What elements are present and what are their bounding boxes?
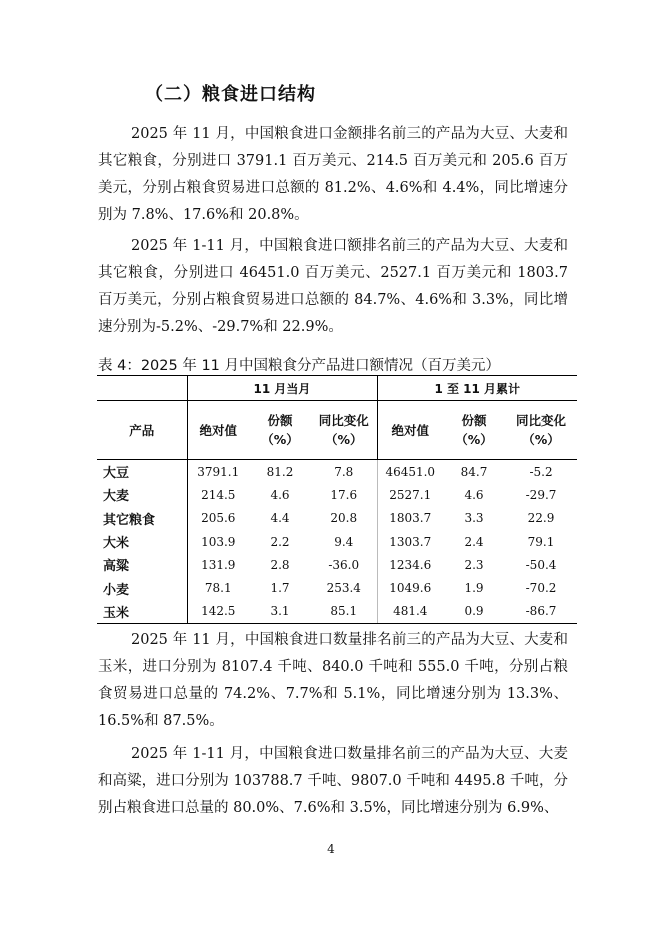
cell-current-abs: 131.9	[187, 553, 249, 576]
row-product: 小麦	[103, 582, 130, 598]
paragraph: 2025 年 11 月，中国粮食进口数量排名前三的产品为大豆、大麦和玉米，进口分别为 8107.4 千吨、840.0 千吨和 555.0 千吨，分别占粮食贸易进口总量的 74.2%、7.7%和 5.1%，同比增速分别为 13.3%、16.5%和 87.5%。	[98, 632, 568, 729]
cell-cumulative-share: 1.9	[464, 581, 484, 596]
header-product: 产品	[97, 401, 187, 460]
grain-import-table	[97, 375, 577, 624]
cell-cumulative-share: 0.9	[443, 600, 505, 624]
cell-cumulative-yoy: 79.1	[527, 534, 555, 549]
cell-current-abs: 78.1	[187, 576, 249, 599]
cell-cumulative-abs: 1234.6	[377, 553, 443, 576]
header-cumulative: 1 至 11 月累计	[377, 376, 577, 401]
cell-current-yoy: 9.4	[334, 534, 354, 549]
cell-cumulative-abs: 2527.1	[377, 483, 443, 506]
cell-cumulative-yoy: -29.7	[525, 487, 557, 502]
cell-current-share: 4.4	[270, 511, 290, 526]
cell-current-yoy: -36.0	[328, 557, 360, 572]
cell-cumulative-share: 2.3	[464, 557, 484, 572]
row-product: 其它粮食	[103, 512, 156, 528]
cell-cumulative-share: 2.4	[464, 534, 484, 549]
page-number: 4	[327, 842, 335, 856]
header-share-current: 份额 （%）	[249, 401, 311, 460]
row-product: 大麦	[103, 489, 130, 505]
cell-cumulative-abs: 1303.7	[377, 530, 443, 553]
table-row	[97, 530, 577, 553]
row-product: 玉米	[97, 600, 187, 624]
header-blank	[97, 376, 187, 401]
table-row	[97, 553, 577, 576]
cell-current-share: 4.6	[270, 487, 290, 502]
row-product: 高粱	[103, 559, 130, 575]
cell-cumulative-abs: 46451.0	[377, 460, 443, 484]
cell-current-abs: 3791.1	[187, 460, 249, 484]
cell-current-yoy: 20.8	[330, 511, 358, 526]
header-yoy-cumulative: 同比变化 （%）	[505, 401, 577, 460]
table-row	[97, 600, 577, 624]
cell-current-yoy: 7.8	[334, 464, 354, 479]
cell-current-share: 3.1	[249, 600, 311, 624]
header-share-cumulative: 份额 （%）	[443, 401, 505, 460]
cell-cumulative-yoy: -86.7	[505, 600, 577, 624]
section-heading: （二）粮食进口结构	[145, 84, 316, 105]
paragraph: 2025 年 1-11 月，中国粮食进口额排名前三的产品为大豆、大麦和其它粮食，分别进口 46451.0 百万美元、2527.1 百万美元和 1803.7 百万美元，分别占粮食贸易进口总额的 84.7%、4.6%和 3.3%，同比增速分别为-5.2%、-29.7%和 22.9%。	[98, 238, 568, 335]
table-column-header	[97, 401, 577, 460]
cell-cumulative-share: 84.7	[460, 464, 488, 479]
table-row	[97, 507, 577, 530]
cell-current-abs: 142.5	[187, 600, 249, 624]
cell-current-yoy: 85.1	[311, 600, 377, 624]
header-abs-cumulative: 绝对值	[377, 401, 443, 460]
table-row	[97, 576, 577, 599]
cell-current-yoy: 253.4	[326, 581, 361, 596]
table-row	[97, 483, 577, 506]
cell-cumulative-abs: 481.4	[377, 600, 443, 624]
table-caption: 表 4：2025 年 11 月中国粮食分产品进口额情况（百万美元）	[98, 358, 501, 374]
cell-cumulative-yoy: 22.9	[527, 511, 555, 526]
cell-cumulative-yoy: -70.2	[525, 581, 557, 596]
cell-cumulative-yoy: -5.2	[529, 464, 553, 479]
cell-current-abs: 214.5	[187, 483, 249, 506]
cell-cumulative-abs: 1803.7	[377, 507, 443, 530]
table-body	[97, 460, 577, 624]
cell-cumulative-share: 3.3	[464, 511, 484, 526]
paragraph: 2025 年 11 月，中国粮食进口金额排名前三的产品为大豆、大麦和其它粮食，分别进口 3791.1 百万美元、214.5 百万美元和 205.6 百万美元，分别占粮食贸易进口总额的 81.2%、4.6%和 4.4%，同比增速分别为 7.8%、17.6%和 20.8%。	[98, 126, 568, 223]
cell-current-yoy: 17.6	[330, 487, 358, 502]
table-group-header	[97, 376, 577, 401]
cell-current-share: 2.2	[270, 534, 290, 549]
cell-current-abs: 103.9	[187, 530, 249, 553]
paragraph: 2025 年 1-11 月，中国粮食进口数量排名前三的产品为大豆、大麦和高粱，进口分别为 103788.7 千吨、9807.0 千吨和 4495.8 千吨，分别占粮食进口总量的 80.0%、7.6%和 3.5%，同比增速分别为 6.9%、	[98, 746, 568, 816]
header-current-month: 11 月当月	[187, 376, 377, 401]
row-product: 大米	[103, 536, 130, 552]
cell-cumulative-abs: 1049.6	[377, 576, 443, 599]
row-product: 大豆	[103, 466, 130, 482]
cell-current-share: 81.2	[266, 464, 294, 479]
header-abs-current: 绝对值	[187, 401, 249, 460]
cell-cumulative-yoy: -50.4	[525, 557, 557, 572]
cell-cumulative-share: 4.6	[464, 487, 484, 502]
table-row	[97, 460, 577, 484]
cell-current-share: 1.7	[270, 581, 290, 596]
cell-current-abs: 205.6	[187, 507, 249, 530]
cell-current-share: 2.8	[270, 557, 290, 572]
header-yoy-current: 同比变化 （%）	[311, 401, 377, 460]
